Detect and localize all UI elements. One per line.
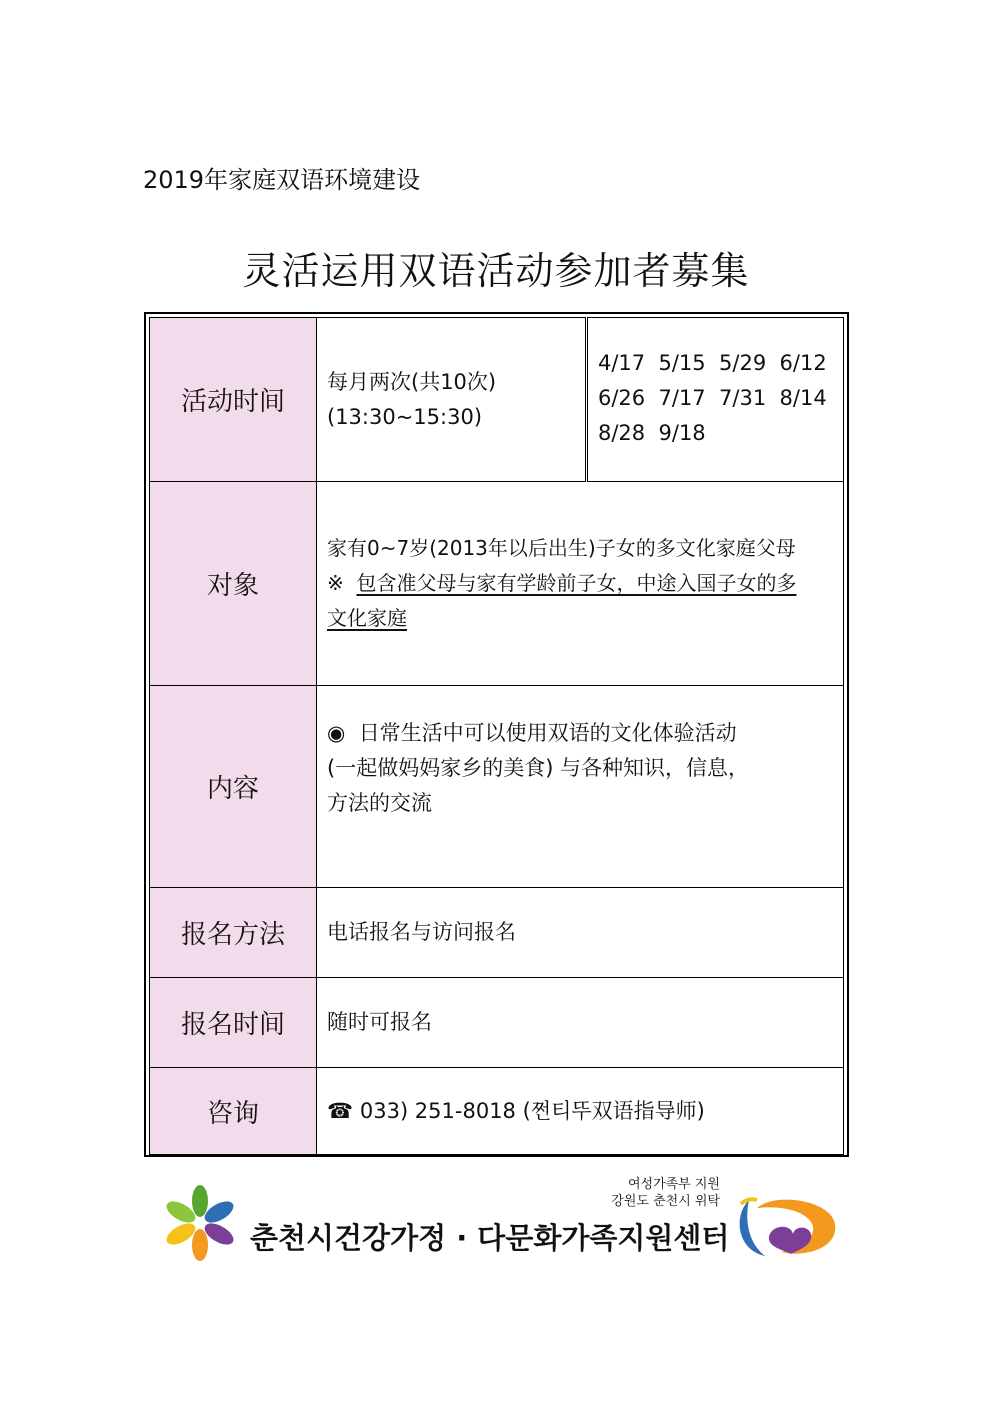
registration-period-value: 随时可报名: [317, 978, 844, 1068]
inquiry-cell: [317, 1068, 844, 1155]
row-registration-period: [150, 978, 844, 1068]
row-content: [150, 686, 844, 888]
target-description: 家有0~7岁(2013年以后出生)子女的多文化家庭父母: [327, 536, 796, 560]
row-registration-method: [150, 888, 844, 978]
center-name: 춘천시건강가정 · 다문화가족지원센터: [250, 1221, 730, 1255]
content-line-2: (一起做妈妈家乡的美食) 与各种知识，信息，: [327, 756, 750, 780]
schedule-frequency: 每月两次(共10次): [327, 369, 497, 394]
schedule-hours: (13:30~15:30): [327, 404, 483, 429]
support-commission: 강원도 춘천시 위탁: [611, 1194, 720, 1209]
center-flower-logo-icon: [155, 1184, 245, 1262]
row-target: [150, 482, 844, 686]
label-activity-time: 活动时间: [150, 318, 317, 482]
label-content: 内容: [150, 686, 317, 888]
row-activity-time: [150, 318, 844, 482]
contact-person: (쩐티뚜双语指导师): [522, 1098, 705, 1123]
note-mark: ※: [327, 571, 344, 595]
center-emblem-icon: [735, 1194, 839, 1260]
row-inquiry: [150, 1068, 844, 1155]
dates-cell: [587, 318, 844, 482]
bullet-icon: ◉: [327, 721, 346, 745]
info-table: [149, 317, 844, 1155]
label-inquiry: 咨询: [150, 1068, 317, 1155]
document-subtitle: 2019年家庭双语环境建设: [143, 166, 421, 194]
target-note-b: 文化家庭: [327, 606, 407, 630]
dates-line-1: 4/17 5/15 5/29 6/12: [598, 351, 827, 375]
target-cell: [317, 482, 844, 686]
phone-number: 033) 251-8018: [359, 1098, 516, 1123]
label-target: 对象: [150, 482, 317, 686]
target-note-a: 包含准父母与家有学龄前子女，中途入国子女的多: [356, 571, 797, 595]
footer-logo: [155, 1168, 845, 1273]
label-registration-method: 报名方法: [150, 888, 317, 978]
registration-method-value: 电话报名与访问报名: [317, 888, 844, 978]
info-table-frame: [144, 312, 849, 1157]
document-title: 灵活运用双语活动参加者募集: [242, 249, 750, 293]
content-line-3: 方法的交流: [327, 791, 432, 815]
phone-icon: ☎: [327, 1098, 354, 1123]
dates-line-2: 6/26 7/17 7/31 8/14: [598, 386, 827, 410]
content-line-1: 日常生活中可以使用双语的文化体验活动: [358, 721, 737, 745]
schedule-cell: [317, 318, 587, 482]
support-text: [611, 1176, 720, 1210]
label-registration-period: 报名时间: [150, 978, 317, 1068]
dates-line-3: 8/28 9/18: [598, 421, 706, 445]
support-ministry: 여성가족부 지원: [627, 1177, 720, 1192]
content-cell: [317, 686, 844, 888]
